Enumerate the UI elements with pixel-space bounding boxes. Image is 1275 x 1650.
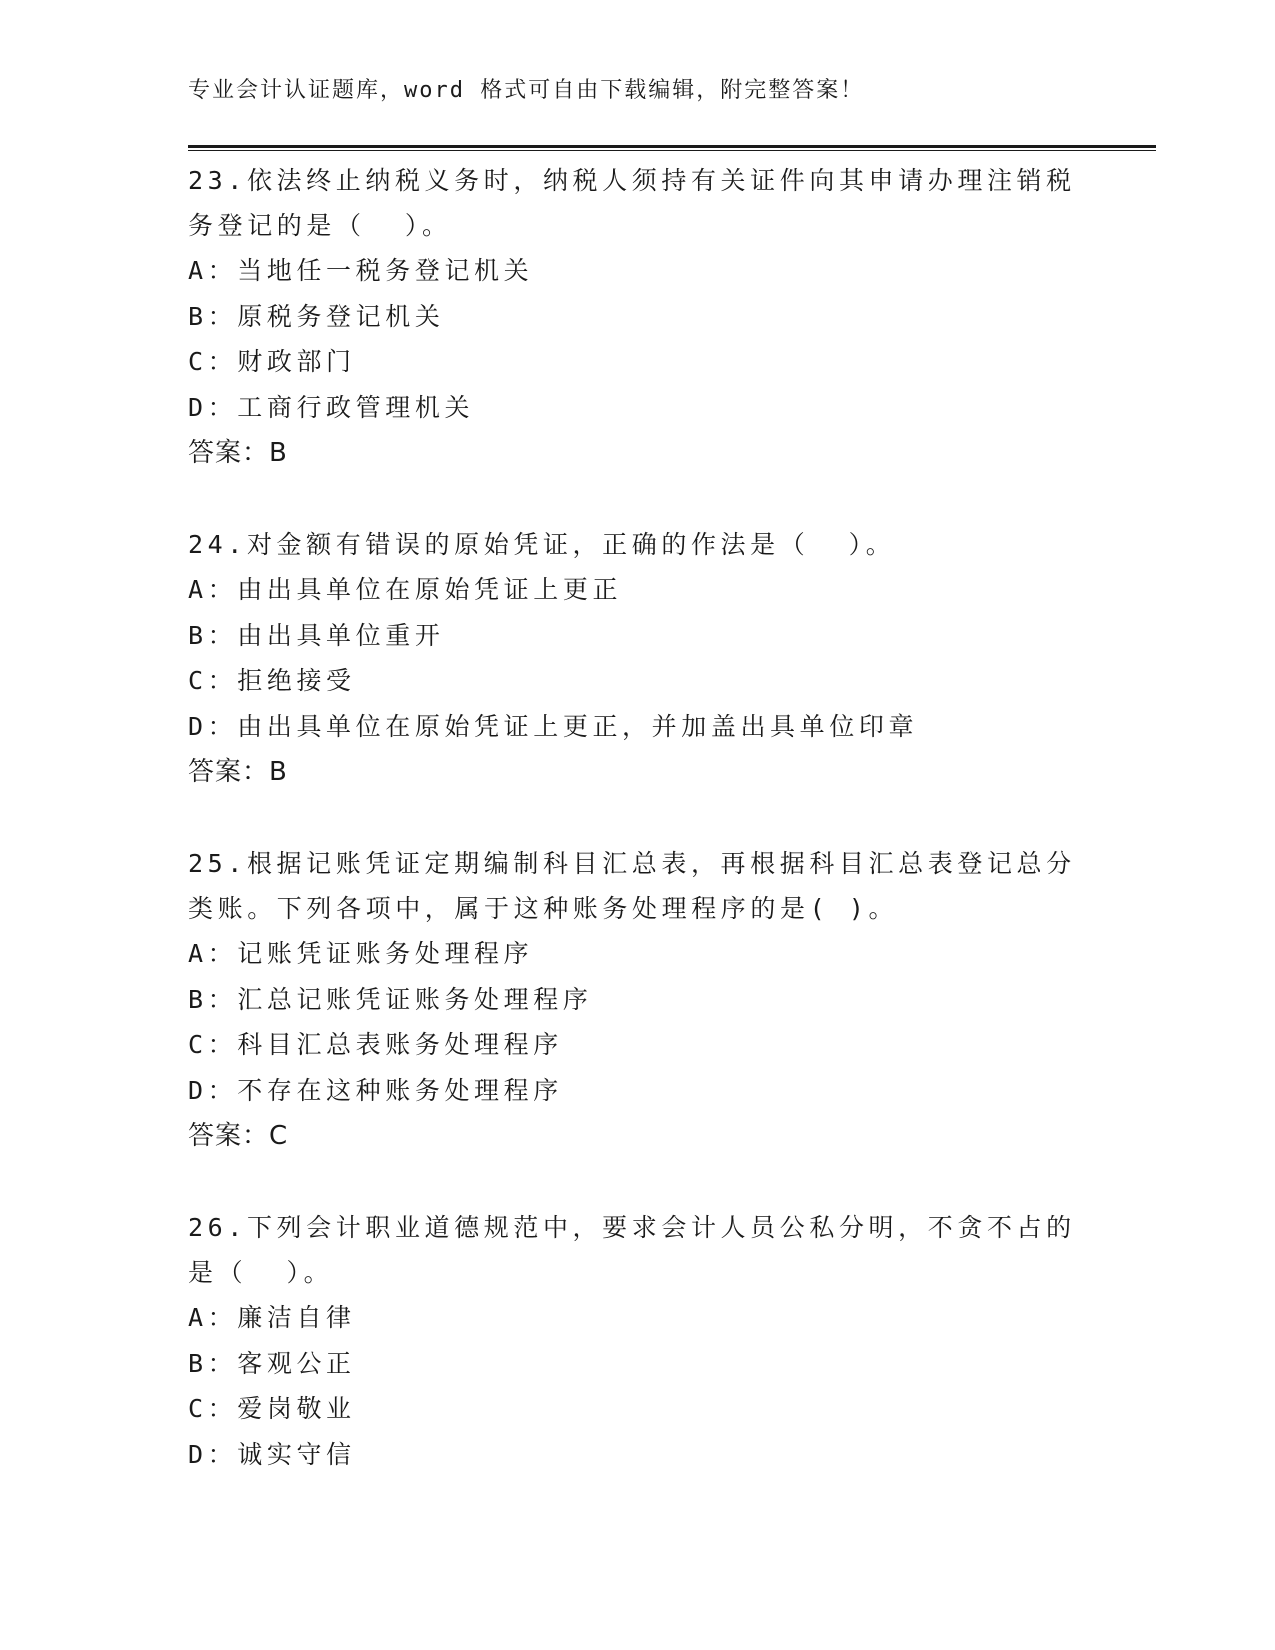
option-d: D：不存在这种账务处理程序 <box>188 1075 563 1105</box>
option-c: C：科目汇总表账务处理程序 <box>188 1030 563 1059</box>
header-divider-thin <box>188 150 1156 151</box>
option-d: D：工商行政管理机关 <box>188 392 475 422</box>
question-stem: 26.下列会计职业道德规范中，要求会计人员公私分明，不贪不占的是（ ）。 <box>188 1213 1076 1287</box>
question-24 <box>188 522 1088 795</box>
option-b: B：由出具单位重开 <box>188 620 445 650</box>
option-a: A：由出具单位在原始凭证上更正 <box>188 575 623 604</box>
question-stem: 25.根据记账凭证定期编制科目汇总表，再根据科目汇总表登记总分类账。下列各项中，属于这种账务处理程序的是( )。 <box>188 849 1076 923</box>
option-b: B：汇总记账凭证账务处理程序 <box>188 984 593 1014</box>
question-23 <box>188 158 1088 476</box>
question-25 <box>188 841 1088 1159</box>
option-d: D：由出具单位在原始凭证上更正，并加盖出具单位印章 <box>188 711 919 741</box>
question-stem: 24.对金额有错误的原始凭证，正确的作法是（ ）。 <box>188 530 896 559</box>
answer-line: 答案：B <box>188 757 288 787</box>
question-list <box>188 158 1088 1523</box>
option-a: A：当地任一税务登记机关 <box>188 256 534 285</box>
option-c: C：爱岗敬业 <box>188 1394 356 1423</box>
option-c: C：财政部门 <box>188 347 356 376</box>
answer-line: 答案：C <box>188 1121 289 1151</box>
question-26 <box>188 1205 1088 1477</box>
option-b: B：原税务登记机关 <box>188 301 445 331</box>
option-a: A：廉洁自律 <box>188 1303 356 1332</box>
option-d: D：诚实守信 <box>188 1439 356 1469</box>
option-b: B：客观公正 <box>188 1348 356 1378</box>
page-header: 专业会计认证题库，word 格式可自由下载编辑，附完整答案！ <box>188 78 865 103</box>
option-a: A：记账凭证账务处理程序 <box>188 939 534 968</box>
header-divider-thick <box>188 145 1156 148</box>
answer-line: 答案：B <box>188 438 288 468</box>
option-c: C：拒绝接受 <box>188 666 356 695</box>
question-stem: 23.依法终止纳税义务时，纳税人须持有关证件向其申请办理注销税务登记的是（ ）。 <box>188 166 1076 240</box>
